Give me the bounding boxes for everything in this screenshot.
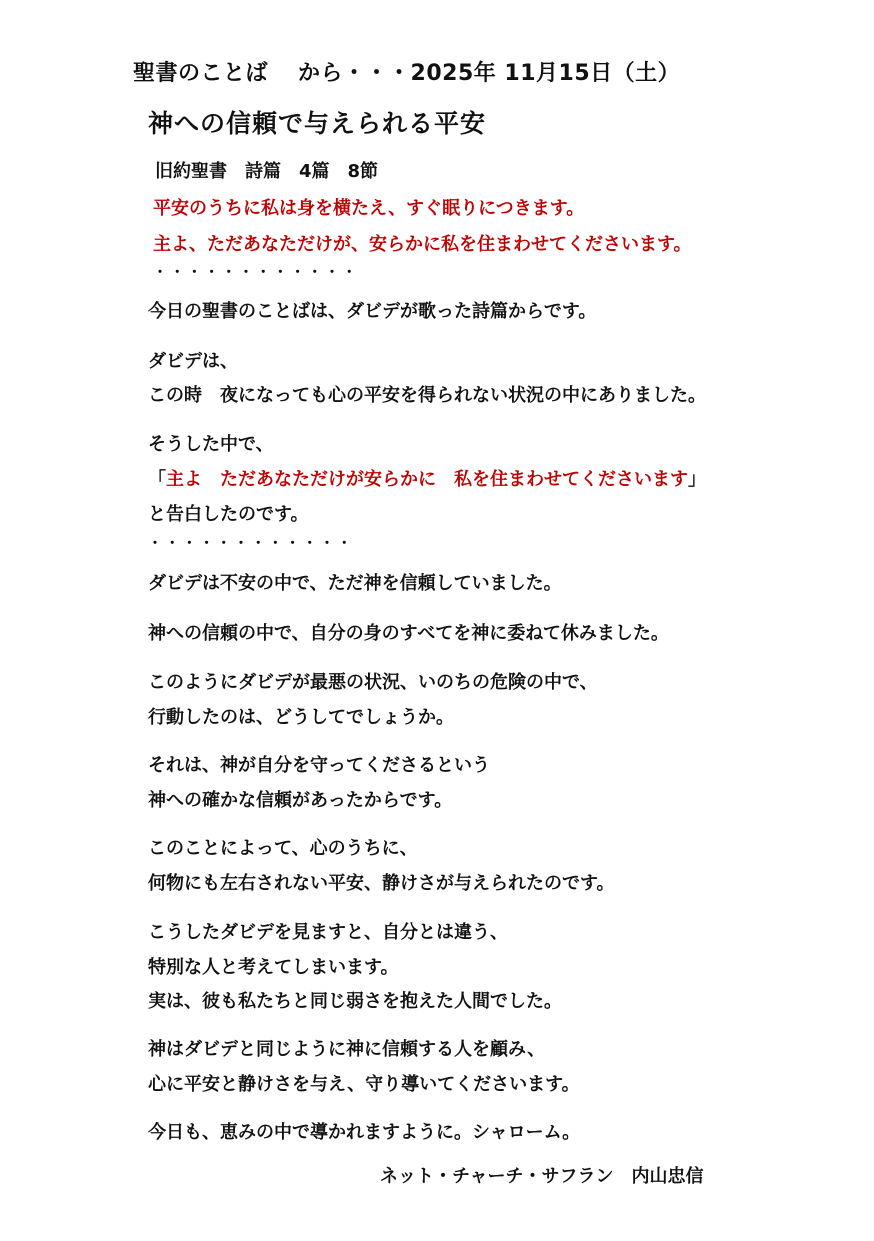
signature: ネット・チャーチ・サフラン 内山忠信 bbox=[380, 1166, 704, 1187]
body-line-p2a: ダビデは、 bbox=[148, 351, 238, 372]
body-line-p10a: 神はダビデと同じように神に信頼する人を顧み、 bbox=[148, 1039, 546, 1060]
body-line-p11: 今日も、恵みの中で導かれますように。シャローム。 bbox=[148, 1122, 581, 1143]
body-line-p9c: 実は、彼も私たちと同じ弱さを抱えた人間でした。 bbox=[148, 991, 562, 1012]
body-line-p2b: この時 夜になっても心の平安を得られない状況の中にありました。 bbox=[148, 385, 706, 406]
quoted-verse: 主よ ただあなただけが安らかに 私を住まわせてくださいます bbox=[166, 469, 688, 490]
page-title: 神への信頼で与えられる平安 bbox=[148, 109, 487, 138]
body-line-p3c: と告白したのです。 bbox=[148, 504, 309, 525]
body-line-p10b: 心に平安と静けさを与え、守り導いてくださいます。 bbox=[148, 1074, 580, 1095]
verse-line-1: 平安のうちに私は身を横たえ、すぐ眠りにつきます。 bbox=[153, 198, 585, 219]
body-line-p6b: 行動したのは、どうしてでしょうか。 bbox=[148, 707, 454, 728]
scripture-reference: 旧約聖書 詩篇 4篇 8節 bbox=[155, 161, 379, 182]
body-line-p6a: このようにダビデが最悪の状況、いのちの危険の中で、 bbox=[148, 672, 598, 693]
header-left: 聖書のことば bbox=[133, 61, 269, 86]
body-line-p3a: そうした中で、 bbox=[148, 434, 274, 455]
body-line-p4: ダビデは不安の中で、ただ神を信頼していました。 bbox=[148, 573, 562, 594]
quote-open: 「 bbox=[148, 469, 166, 490]
verse-line-2: 主よ、ただあなただけが、安らかに私を住まわせてくださいます。 bbox=[153, 234, 692, 255]
quote-close: 」 bbox=[688, 469, 706, 490]
separator-dots-2: ・・・・・・・・・・・・ bbox=[148, 536, 355, 552]
body-line-p1: 今日の聖書のことばは、ダビデが歌った詩篇からです。 bbox=[148, 301, 597, 322]
body-line-p9a: こうしたダビデを見ますと、自分とは違う、 bbox=[148, 922, 508, 943]
body-line-p5: 神への信頼の中で、自分の身のすべてを神に委ねて休みました。 bbox=[148, 623, 669, 644]
header-line bbox=[133, 56, 680, 87]
body-line-p8a: このことによって、心のうちに、 bbox=[148, 838, 418, 859]
header-date: から・・・2025年 11月15日（土） bbox=[298, 61, 681, 86]
separator-dots-1: ・・・・・・・・・・・・ bbox=[153, 265, 360, 281]
body-line-p7b: 神への確かな信頼があったからです。 bbox=[148, 790, 453, 811]
body-line-p8b: 何物にも左右されない平安、静けさが与えられたのです。 bbox=[148, 873, 615, 894]
body-line-p7a: それは、神が自分を守ってくださるという bbox=[148, 755, 490, 776]
body-line-p9b: 特別な人と考えてしまいます。 bbox=[148, 957, 399, 978]
body-line-p3b bbox=[148, 465, 706, 491]
